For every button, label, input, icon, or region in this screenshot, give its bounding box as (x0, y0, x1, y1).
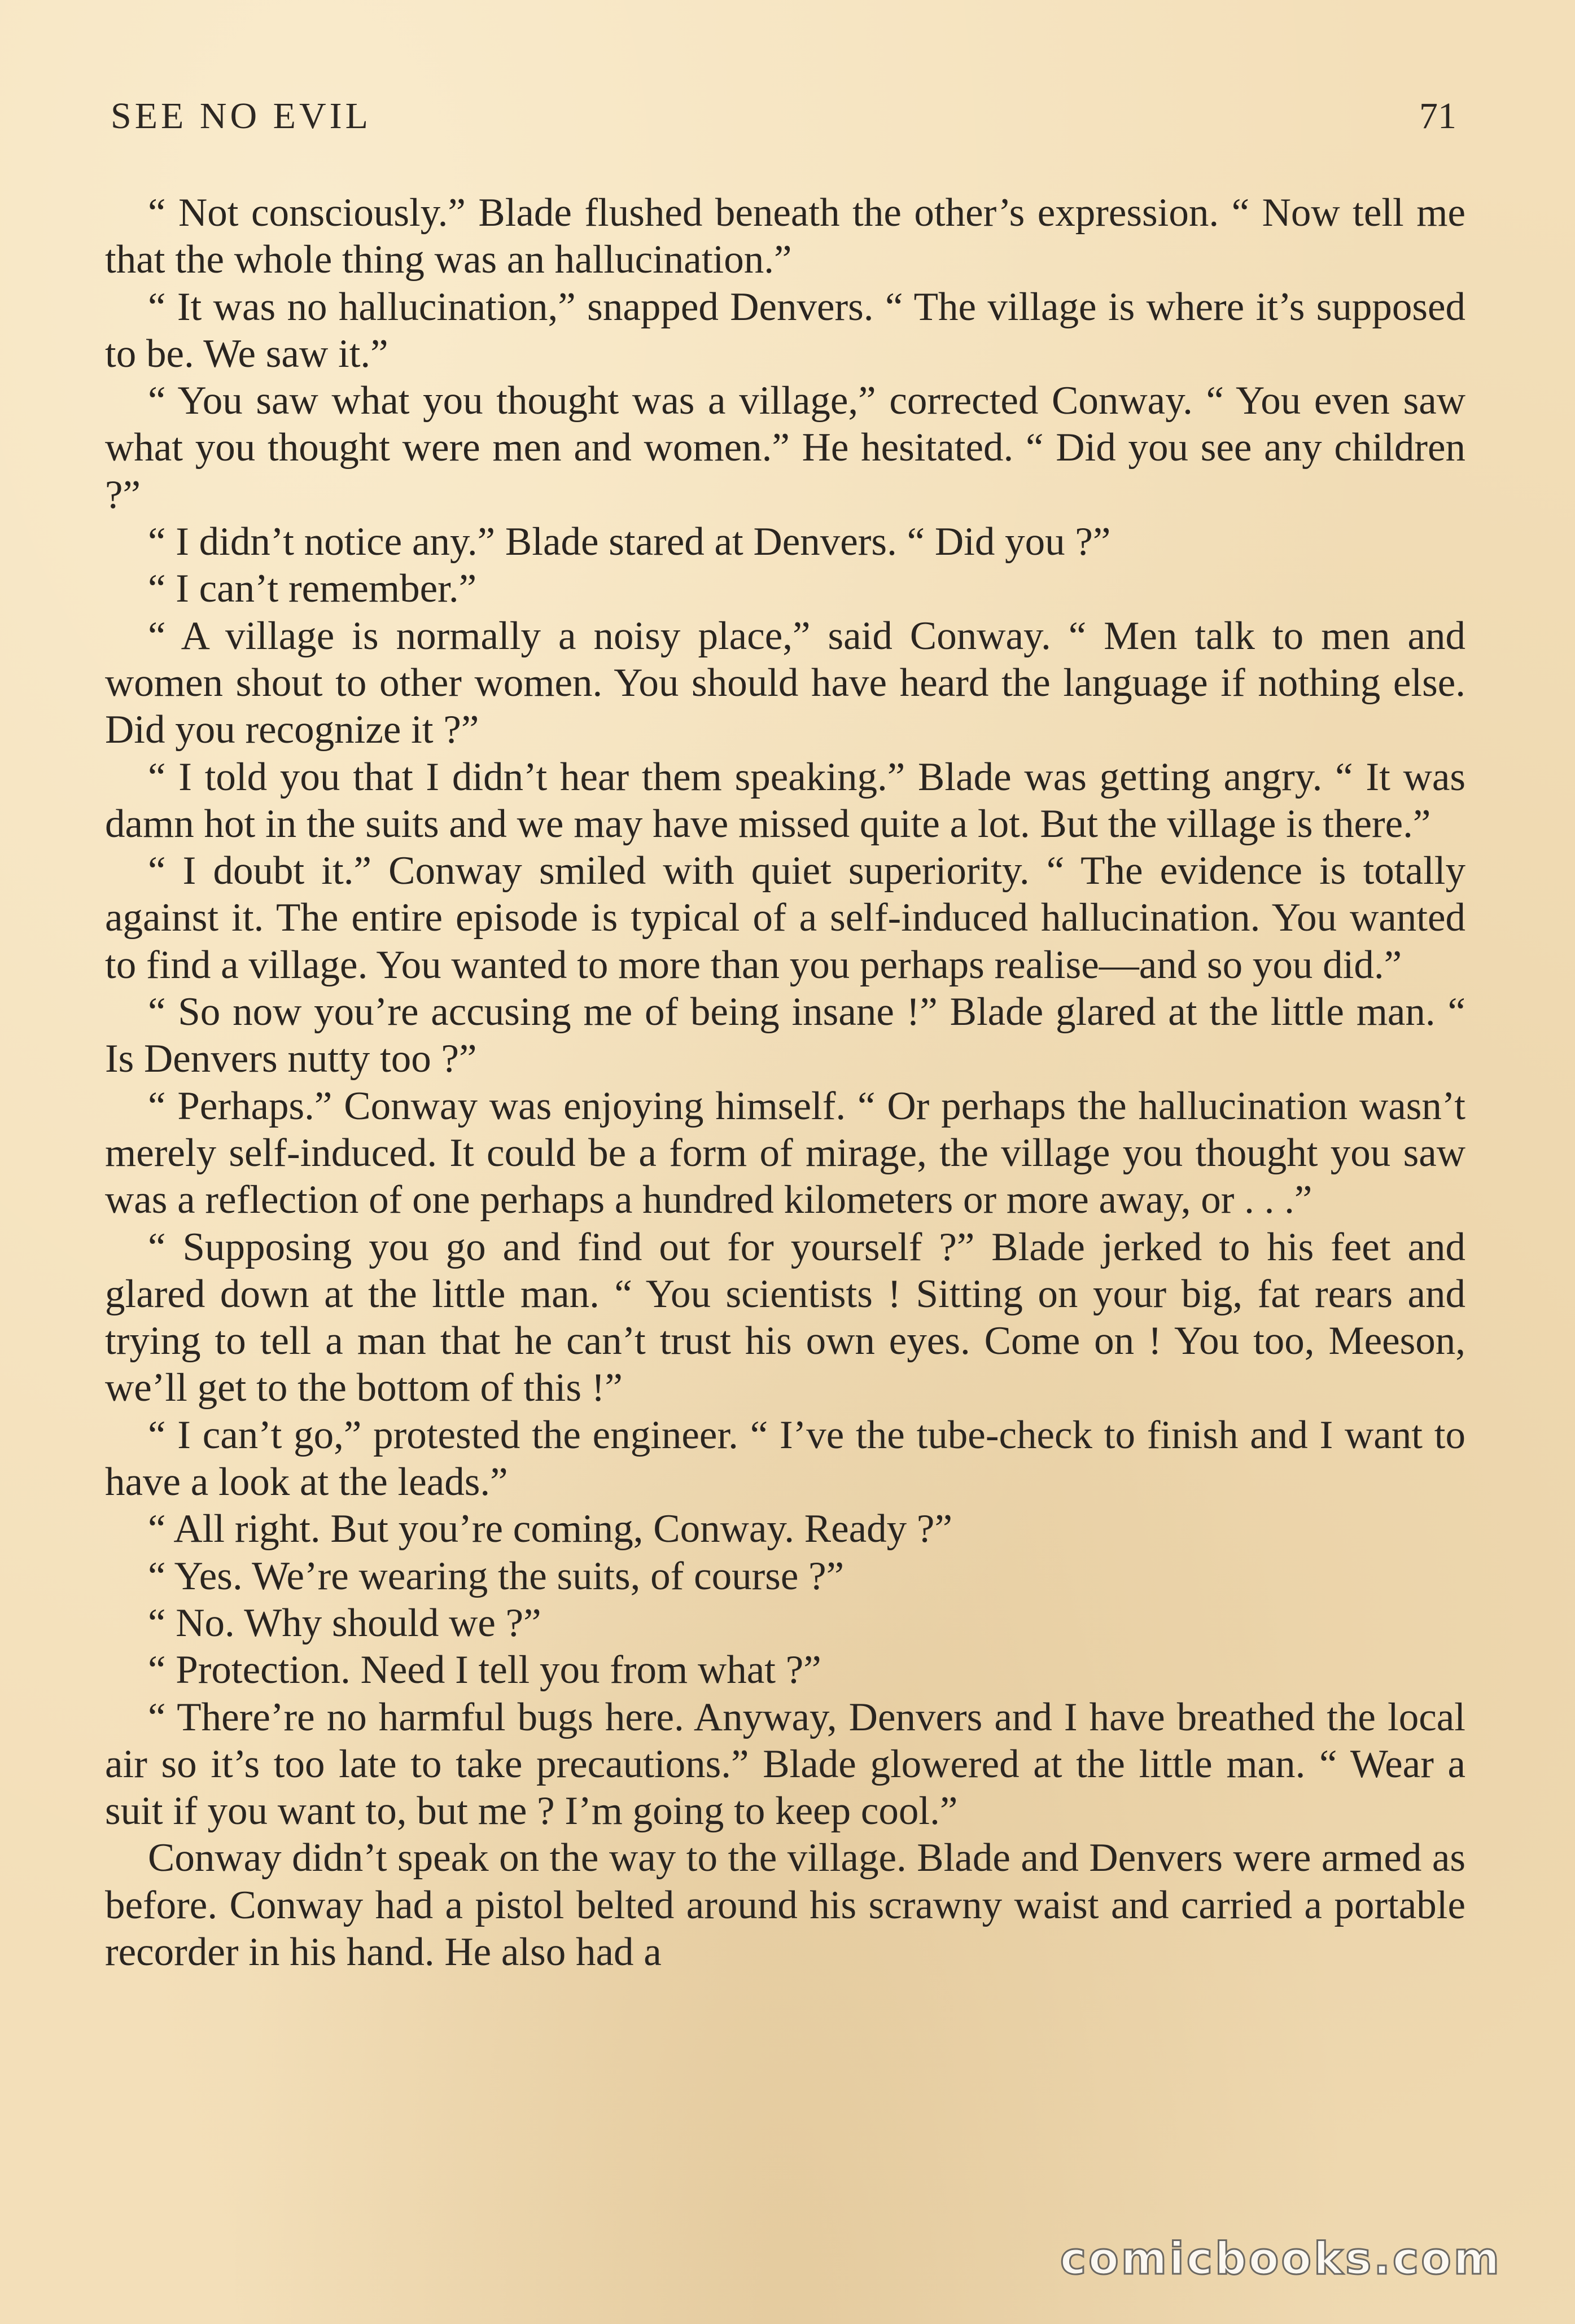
body-text (105, 190, 1465, 1976)
paragraph: “ I can’t remember.” (148, 567, 477, 611)
paragraph: “ It was no hallucination,” snapped Denvers. “ The village is where it’s supposed to be. We saw it.” (105, 284, 1465, 376)
watermark-logo: comicbooks.com (1060, 2234, 1502, 2284)
paragraph: “ Supposing you go and find out for yourself ?” Blade jerked to his feet and glared down at the little man. “ You scientists ! Sitting on your big, fat rears and trying to tell a man that he can’t trust his own eyes. Come on ! You too, Meeson, we’ll get to the bottom of this !” (105, 1225, 1465, 1410)
paragraph: “ There’re no harmful bugs here. Anyway, Denvers and I have breathed the local air so it’s too late to take precautions.” Blade glowered at the little man. “ Wear a suit if you want to, but me ? I’m going to keep cool.” (105, 1695, 1465, 1834)
paragraph: “ Yes. We’re wearing the suits, of course ?” (148, 1554, 845, 1598)
paragraph: “ I told you that I didn’t hear them speaking.” Blade was getting angry. “ It was damn hot in the suits and we may have missed quite a lot. But the village is there.” (105, 755, 1465, 846)
paragraph: “ I doubt it.” Conway smiled with quiet superiority. “ The evidence is totally against it. The entire episode is typical of a self-induced hallucination. You wanted to find a village. You wanted to more than you perhaps realise—and so you did.” (105, 849, 1465, 987)
page-number: 71 (1419, 95, 1456, 137)
paragraph: “ Not consciously.” Blade flushed beneath the other’s expression. “ Now tell me that the whole thing was an hallucination.” (105, 191, 1465, 282)
paragraph: “ You saw what you thought was a village,” corrected Conway. “ You even saw what you thought were men and women.” He hesitated. “ Did you see any children ?” (105, 379, 1465, 517)
paragraph: “ All right. But you’re coming, Conway. Ready ?” (148, 1507, 952, 1551)
paragraph: Conway didn’t speak on the way to the village. Blade and Denvers were armed as before. Conway had a pistol belted around his scrawny waist and carried a portable recorder in his hand. He also had a (105, 1836, 1465, 1974)
paragraph: “ A village is normally a noisy place,” said Conway. “ Men talk to men and women shout to other women. You should have heard the language if nothing else. Did you recognize it ?” (105, 613, 1465, 752)
paragraph: “ So now you’re accusing me of being insane !” Blade glared at the little man. “ Is Denvers nutty too ?” (105, 990, 1465, 1081)
paragraph: “ Protection. Need I tell you from what ?” (148, 1648, 821, 1692)
paragraph: “ I can’t go,” protested the engineer. “ I’ve the tube-check to finish and I want to have a look at the leads.” (105, 1413, 1465, 1505)
running-title: SEE NO EVIL (111, 95, 371, 137)
paragraph: “ I didn’t notice any.” Blade stared at Denvers. “ Did you ?” (148, 520, 1111, 564)
paragraph: “ No. Why should we ?” (148, 1601, 541, 1645)
paragraph: “ Perhaps.” Conway was enjoying himself. “ Or perhaps the hallucination wasn’t merely self-induced. It could be a form of mirage, the village you thought you saw was a reflection of one perhaps a hundred kilometers or more away, or . . .” (105, 1084, 1465, 1222)
